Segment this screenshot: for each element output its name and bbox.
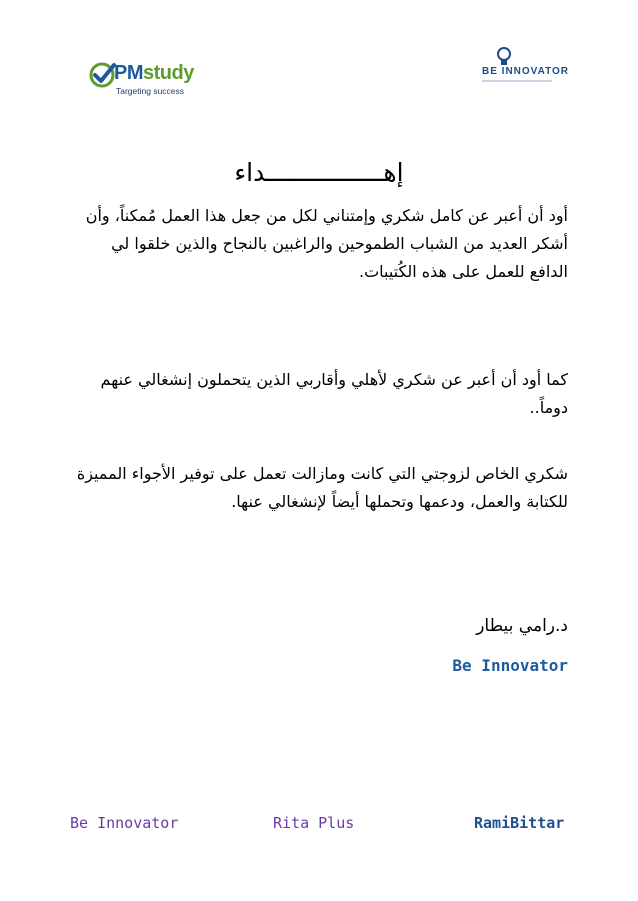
pmstudy-tagline: Targeting success	[116, 86, 185, 96]
footer-link-rita-plus[interactable]: Rita Plus	[273, 814, 355, 832]
page-title: إهــــــــــــــــداء	[234, 158, 404, 187]
be-innovator-logo	[482, 46, 572, 94]
pmstudy-wordmark: PMstudy	[114, 62, 194, 84]
logo-underline	[482, 80, 552, 82]
dedication-paragraph-3: شكري الخاص لزوجتي التي كانت ومازالت تعمل على توفير الأجواء المميزة للكتابة والعمل، ودعمها وتحملها أيضاً لإنشغالي عنها.	[76, 464, 568, 511]
brand-line: Be Innovator	[452, 656, 568, 675]
dedication-paragraph-1: أود أن أعبر عن كامل شكري وإمتناني لكل من جعل هذا العمل مُمكناً، وأن أشكر العديد من الشباب الطموحين والراغبين بالنجاح والذين خلقوا لي الدافع للعمل على هذه الكُتيبات.	[85, 206, 568, 281]
be-innovator-wordmark: BE INNOVATOR	[482, 66, 570, 77]
bulb-icon	[492, 46, 516, 68]
footer-link-rami-bittar[interactable]: RamiBittar	[474, 814, 565, 832]
pmstudy-logo	[88, 58, 208, 98]
author-signature: د.رامي بيطار	[476, 616, 568, 636]
footer-link-be-innovator[interactable]: Be Innovator	[70, 814, 179, 832]
dedication-paragraph-2: كما أود أن أعبر عن شكري لأهلي وأقاربي الذين يتحملون إنشغالي عنهم دوماً..	[100, 370, 568, 417]
